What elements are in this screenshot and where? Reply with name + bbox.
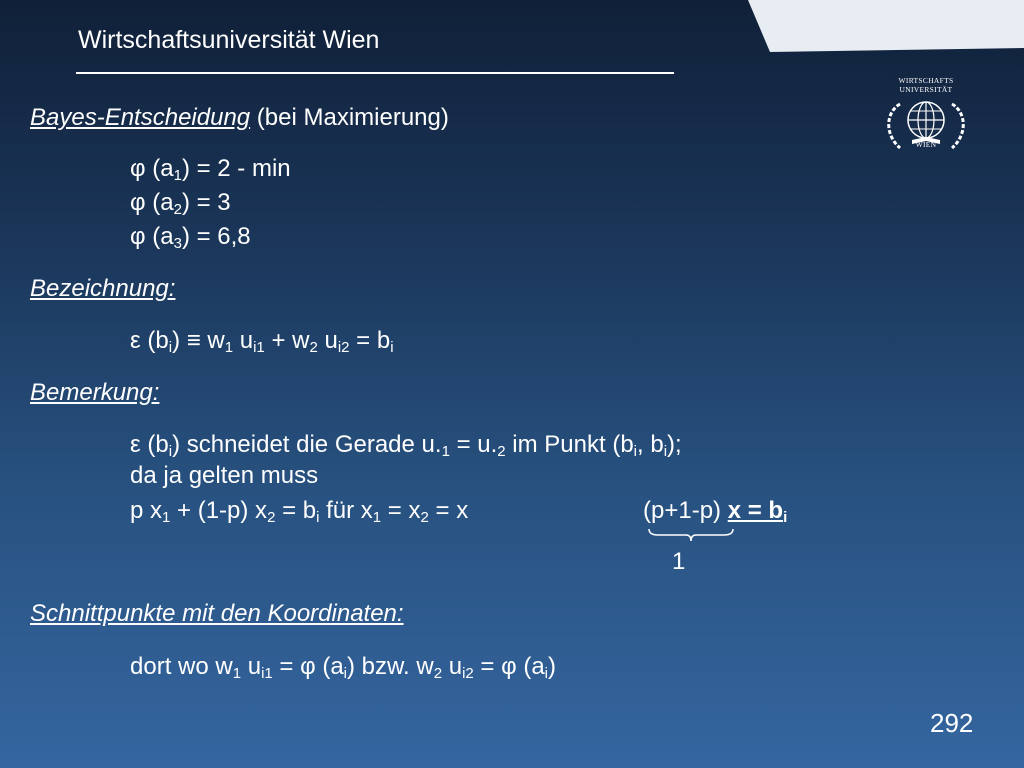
epsilon-definition: ε $(b_i) \equiv w_1$ $u_{i1} + w_2$ $u_{i2} = b_i$ xyxy=(130,327,394,356)
logo-text-line1: WIRTSCHAFTS xyxy=(898,76,954,85)
page-number: 292 xyxy=(930,708,974,738)
bemerkung-heading: Bemerkung: xyxy=(30,379,160,406)
header-rule xyxy=(76,72,674,74)
phi-a1-line: φ $(a_1) = 2 - \min$ xyxy=(130,155,291,184)
bayes-heading-rest: (bei Maximierung) xyxy=(250,104,449,131)
underbrace-label: 1 xyxy=(672,548,686,575)
university-logo xyxy=(878,72,974,162)
logo-text-line3: WIEN xyxy=(915,140,937,149)
bayes-heading: Bayes-Entscheidung xyxy=(30,104,251,131)
logo-text-line2: UNIVERSITÄT xyxy=(899,85,953,94)
underbrace xyxy=(648,528,734,542)
phi-a3-line: φ $(a_3) = 6,8$ xyxy=(130,223,251,252)
bezeichnung-heading: Bezeichnung: xyxy=(30,275,176,302)
schnittpunkte-line: dort wo $w_1$ $u_{i1} = \varphi$ $(a_i)$ bzw. $w_2$ $u_{i2} = \varphi$ $(a_i)$ xyxy=(130,653,557,682)
remark-line-1: ε $(b_i)$ schneidet die Gerade $u._1 = u._2$ im Punkt ($b_i$, $b_i$); xyxy=(130,431,682,460)
remark-equation-right: (p+1-p) $x = b_i$ xyxy=(643,497,788,526)
remark-line-2: da ja gelten muss xyxy=(130,462,319,489)
bayes-heading-line xyxy=(30,104,449,132)
schnittpunkte-heading: Schnittpunkte mit den Koordinaten: xyxy=(30,600,404,627)
header-title: Wirtschaftsuniversität Wien xyxy=(78,26,380,54)
phi-a2-line: φ $(a_2) = 3$ xyxy=(130,189,231,218)
remark-line-3: p $x_1 + (1-p) x_2 = b_i$ für $x_1 = x_2 = x$ xyxy=(130,497,469,526)
